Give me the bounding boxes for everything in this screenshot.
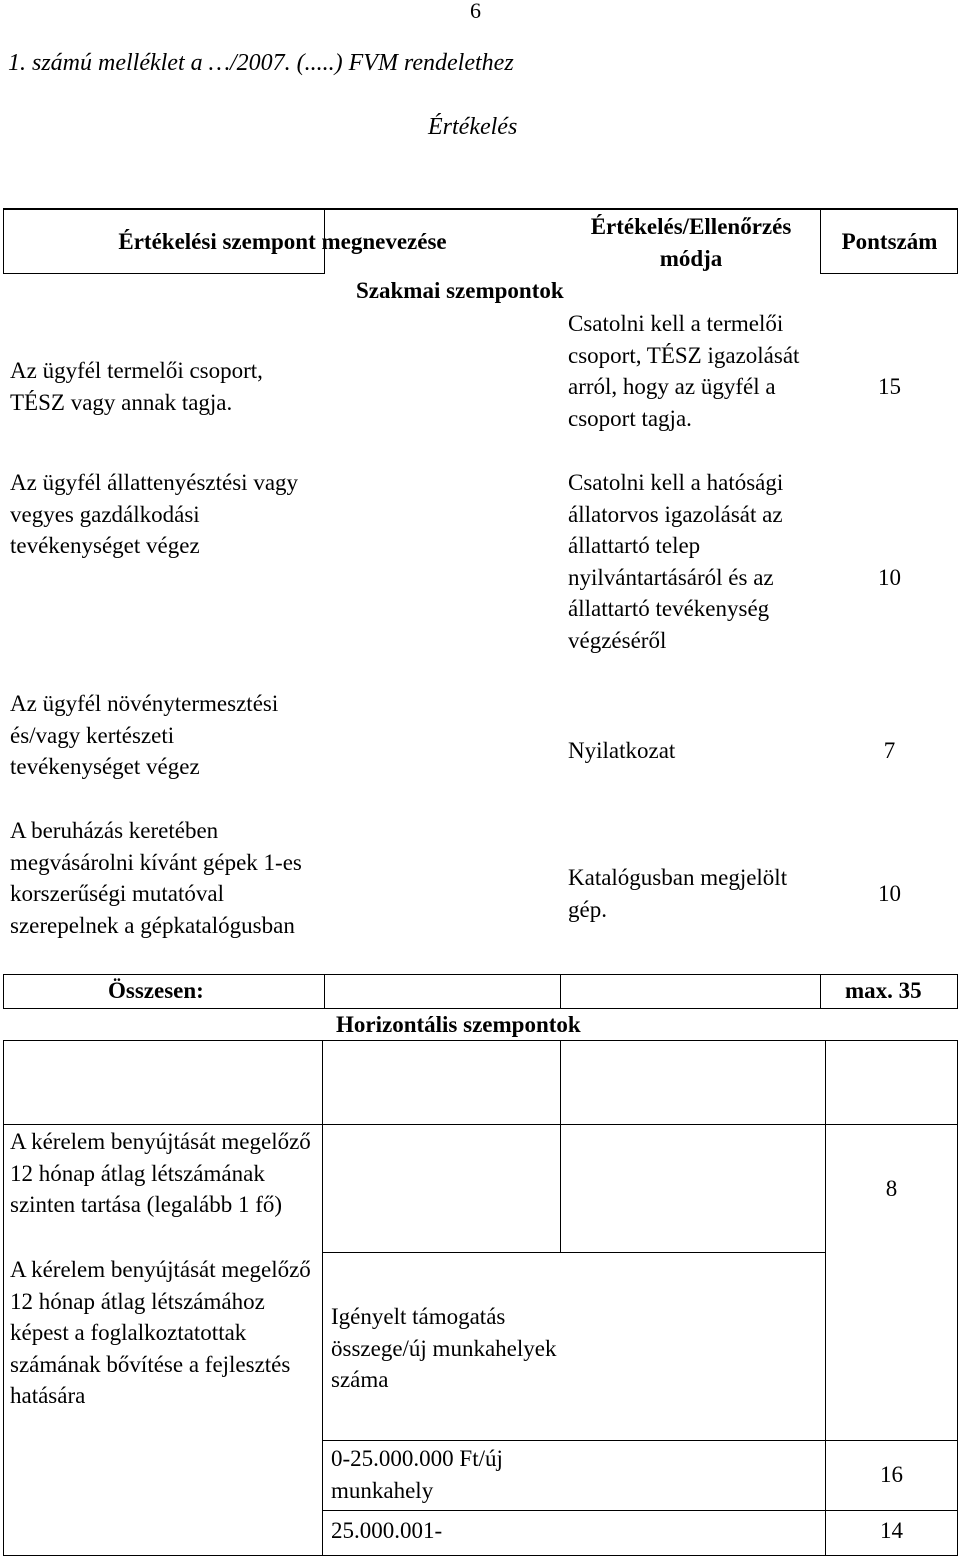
row1-points: 15 <box>878 374 901 399</box>
hrow2-subheader: Igényelt támogatás összege/új munkahelyek száma <box>331 1304 557 1392</box>
hrow1-points: 8 <box>885 1176 898 1201</box>
tier2-range: 25.000.001- <box>331 1518 443 1543</box>
section-professional: Szakmai szempontok <box>356 278 564 303</box>
row2-criterion: Az ügyfél állattenyésztési vagy vegyes gazdálkodási tevékenységet végez <box>10 470 299 558</box>
row2-method: Csatolni kell a hatósági állatorvos igazolását az állattartó telep nyilvántartásáról és az állattartó tevékenység végzéséről <box>568 470 784 653</box>
header-criterion: Értékelési szempont megnevezése <box>118 229 447 254</box>
hrow2-criterion: A kérelem benyújtását megelőző 12 hónap átlag létszámához képest a foglalkoztatottak számának bővítése a fejlesztés hatására <box>10 1257 311 1408</box>
tier1-range: 0-25.000.000 Ft/új munkahely <box>331 1446 503 1503</box>
row4-method: Katalógusban megjelölt gép. <box>568 865 788 922</box>
row2-points: 10 <box>878 565 901 590</box>
page-number: 6 <box>470 0 481 23</box>
document-title: Értékelés <box>428 114 518 140</box>
total-value: max. 35 <box>845 978 922 1003</box>
total-label: Összesen: <box>108 978 204 1003</box>
header-method: Értékelés/Ellenőrzés módja <box>590 214 792 271</box>
hrow1-criterion: A kérelem benyújtását megelőző 12 hónap átlag létszámának szinten tartása (legalább 1 fő) <box>10 1129 311 1217</box>
row4-criterion: A beruházás keretében megvásárolni kívánt gépek 1-es korszerűségi mutatóval szerepelnek a gépkatalógusban <box>10 818 302 938</box>
header-points: Pontszám <box>841 229 938 254</box>
row3-method: Nyilatkozat <box>568 738 676 763</box>
tier2-points: 14 <box>880 1518 903 1543</box>
row4-points: 10 <box>878 881 901 906</box>
annex-title: 1. számú melléklet a …/2007. (.....) FVM rendelethez <box>8 50 514 76</box>
row3-points: 7 <box>883 738 896 763</box>
section-horizontal: Horizontális szempontok <box>336 1012 581 1037</box>
row1-criterion: Az ügyfél termelői csoport, TÉSZ vagy annak tagja. <box>10 358 263 415</box>
row3-criterion: Az ügyfél növénytermesztési és/vagy kertészeti tevékenységet végez <box>10 691 279 779</box>
tier1-points: 16 <box>880 1462 903 1487</box>
row1-method: Csatolni kell a termelői csoport, TÉSZ igazolását arról, hogy az ügyfél a csoport tagja. <box>568 311 800 431</box>
